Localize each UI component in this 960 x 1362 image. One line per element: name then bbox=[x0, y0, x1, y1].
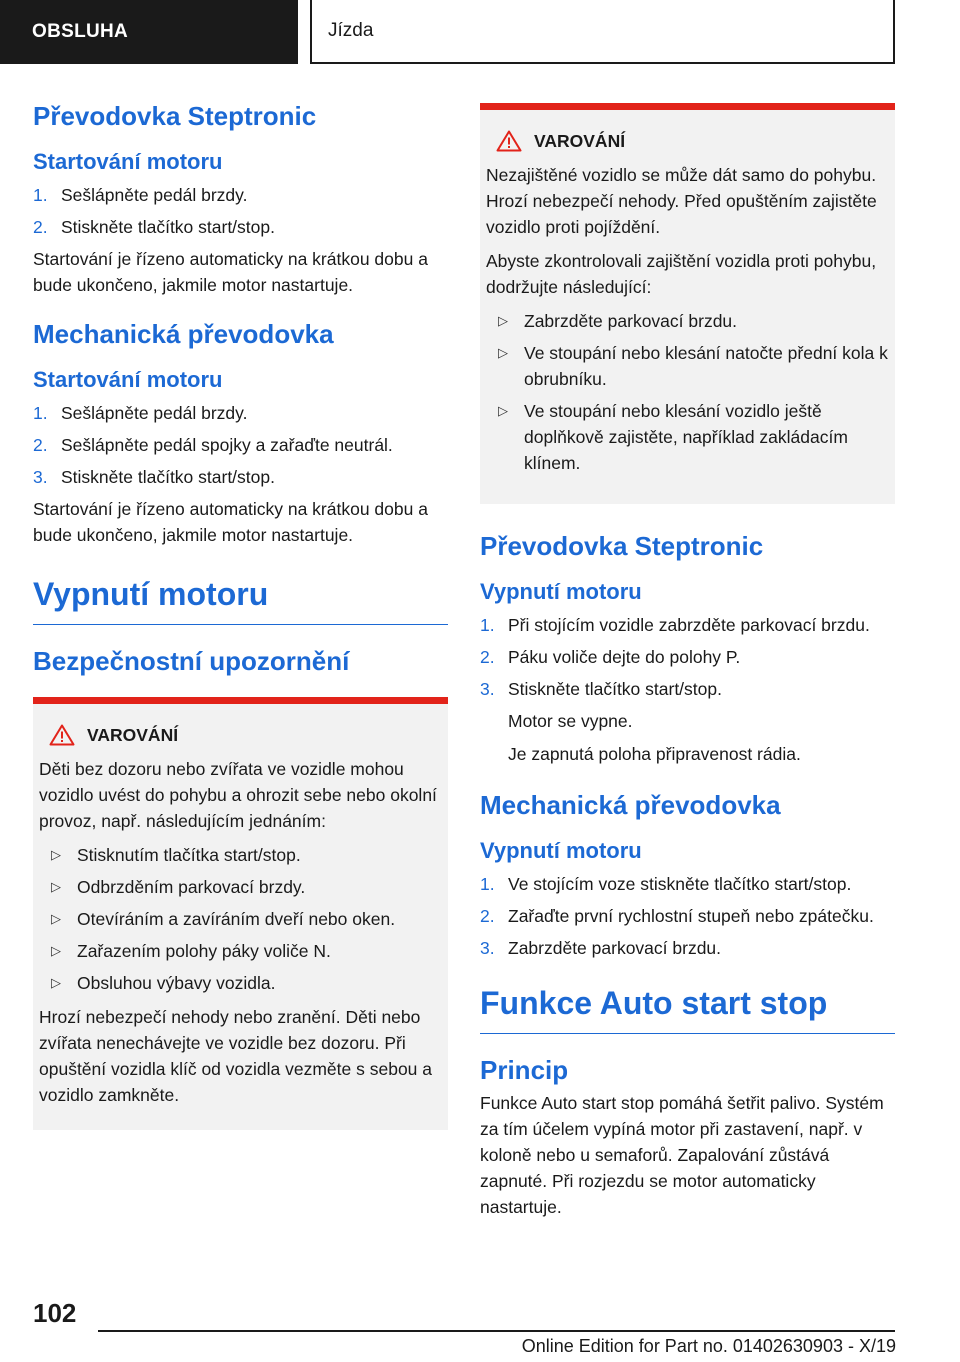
heading-manual: Mechanická převodovka bbox=[33, 319, 334, 349]
step-text: Stiskněte tlačítko start/stop. bbox=[508, 679, 722, 699]
heading-auto-start-stop: Funkce Auto start stop bbox=[480, 983, 895, 1034]
edition-text: Online Edition for Part no. 01402630903 - X/19 bbox=[521, 1336, 896, 1356]
step-text: Páku voliče dejte do polohy P. bbox=[508, 647, 741, 667]
heading-start-engine: Startování motoru bbox=[33, 149, 223, 174]
triangle-bullet-icon: ▷ bbox=[498, 313, 508, 328]
warning-title bbox=[486, 128, 889, 154]
step-number: 2. bbox=[33, 217, 48, 237]
warning-paragraph: Nezajištěné vozidlo se může dát samo do pohybu. Hrozí nebezpečí nehody. Před opuštěním zajistěte vozidlo proti pojíždění. bbox=[486, 165, 877, 237]
list-item bbox=[33, 214, 448, 240]
result-text: Motor se vypne. bbox=[508, 711, 633, 731]
step-number: 2. bbox=[33, 435, 48, 455]
list-item bbox=[480, 676, 895, 702]
warning-bullets bbox=[39, 842, 442, 996]
step-number: 2. bbox=[480, 647, 495, 667]
page-header bbox=[0, 0, 960, 66]
triangle-bullet-icon: ▷ bbox=[51, 943, 61, 958]
warning-label: VAROVÁNÍ bbox=[87, 725, 179, 745]
heading-engine-off: Vypnutí motoru bbox=[33, 574, 448, 625]
chapter-label: Jízda bbox=[310, 0, 895, 64]
warning-intro: Děti bez dozoru nebo zvířata ve vozidle mohou vozidlo uvést do pohybu a ohrozit sebe nebo okolní provoz, např. následujícím jednáním: bbox=[39, 759, 437, 831]
steptronic-start-note: Startování je řízeno automaticky na krátkou dobu a bude ukončeno, jakmile motor nastartuje. bbox=[33, 249, 428, 295]
step-number: 1. bbox=[480, 874, 495, 894]
warning-box bbox=[33, 697, 448, 1130]
manual-off-steps bbox=[480, 871, 895, 961]
step-text: Stiskněte tlačítko start/stop. bbox=[61, 217, 275, 237]
step-number: 1. bbox=[480, 615, 495, 635]
heading-steptronic: Převodovka Steptronic bbox=[33, 101, 317, 131]
list-item: ▷ Zařazením polohy páky voliče N. bbox=[39, 938, 442, 964]
heading-manual: Mechanická převodovka bbox=[480, 790, 781, 820]
list-item bbox=[480, 871, 895, 897]
right-column bbox=[480, 103, 895, 1240]
triangle-bullet-icon: ▷ bbox=[498, 345, 508, 360]
step-number: 3. bbox=[480, 679, 495, 699]
warning-icon bbox=[49, 724, 75, 746]
warning-title bbox=[39, 722, 442, 748]
triangle-bullet-icon: ▷ bbox=[51, 879, 61, 894]
principle-text: Funkce Auto start stop pomáhá šetřit palivo. Systém za tím účelem vypíná motor při zastavení, např. v koloně nebo u semaforů. Zapalování zůstává zapnuté. Při rozjezdu se motor automaticky nastartuje. bbox=[480, 1093, 884, 1217]
warning-icon bbox=[496, 130, 522, 152]
list-item: ▷ Zabrzděte parkovací brzdu. bbox=[486, 308, 889, 334]
step-text: Ve stojícím voze stiskněte tlačítko start/stop. bbox=[508, 874, 852, 894]
step-number: 3. bbox=[33, 467, 48, 487]
step-text: Stiskněte tlačítko start/stop. bbox=[61, 467, 275, 487]
step-text: Zařaďte první rychlostní stupeň nebo zpátečku. bbox=[508, 906, 874, 926]
warning-bullets bbox=[486, 308, 889, 476]
list-item bbox=[33, 464, 448, 490]
steptronic-start-steps bbox=[33, 182, 448, 240]
left-column bbox=[33, 96, 448, 1130]
list-item bbox=[33, 400, 448, 426]
heading-engine-off: Vypnutí motoru bbox=[480, 838, 642, 863]
list-item: ▷ Stisknutím tlačítka start/stop. bbox=[39, 842, 442, 868]
heading-safety: Bezpečnostní upozornění bbox=[33, 646, 350, 676]
step-number: 2. bbox=[480, 906, 495, 926]
triangle-bullet-icon: ▷ bbox=[51, 911, 61, 926]
steptronic-off-steps bbox=[480, 612, 895, 702]
manual-start-note: Startování je řízeno automaticky na krátkou dobu a bude ukončeno, jakmile motor nastartuje. bbox=[33, 499, 428, 545]
footer-divider bbox=[98, 1330, 895, 1332]
result-text: Je zapnutá poloha připravenost rádia. bbox=[508, 744, 801, 764]
heading-engine-off: Vypnutí motoru bbox=[480, 579, 642, 604]
heading-start-engine: Startování motoru bbox=[33, 367, 223, 392]
list-item: ▷ Odbrzděním parkovací brzdy. bbox=[39, 874, 442, 900]
step-text: Sešlápněte pedál spojky a zařaďte neutrál. bbox=[61, 435, 393, 455]
list-item bbox=[480, 903, 895, 929]
manual-start-steps bbox=[33, 400, 448, 490]
page-number: 102 bbox=[33, 1298, 77, 1328]
triangle-bullet-icon: ▷ bbox=[51, 847, 61, 862]
step-text: Zabrzděte parkovací brzdu. bbox=[508, 938, 722, 958]
step-number: 3. bbox=[480, 938, 495, 958]
warning-paragraph: Abyste zkontrolovali zajištění vozidla proti pohybu, dodržujte následující: bbox=[486, 251, 877, 297]
list-item: ▷ Otevíráním a zavíráním dveří nebo oken. bbox=[39, 906, 442, 932]
warning-box bbox=[480, 103, 895, 504]
list-item bbox=[480, 644, 895, 670]
warning-outro: Hrozí nebezpečí nehody nebo zranění. Děti nebo zvířata nenechávejte ve vozidle bez dozoru. Při opuštění vozidla klíč od vozidla vezměte s sebou a vozidlo zamkněte. bbox=[39, 1007, 432, 1105]
list-item bbox=[480, 935, 895, 961]
list-item: ▷ Ve stoupání nebo klesání natočte přední kola k obrubníku. bbox=[486, 340, 889, 392]
list-item bbox=[33, 182, 448, 208]
step-text: Sešlápněte pedál brzdy. bbox=[61, 185, 248, 205]
section-label: OBSLUHA bbox=[0, 0, 298, 64]
list-item bbox=[33, 432, 448, 458]
warning-label: VAROVÁNÍ bbox=[534, 131, 626, 151]
step-number: 1. bbox=[33, 185, 48, 205]
heading-principle: Princip bbox=[480, 1055, 569, 1085]
triangle-bullet-icon: ▷ bbox=[498, 403, 508, 418]
step-number: 1. bbox=[33, 403, 48, 423]
list-item: ▷ Obsluhou výbavy vozidla. bbox=[39, 970, 442, 996]
list-item: ▷ Ve stoupání nebo klesání vozidlo ještě doplňkově zajistěte, například zakládacím klínem. bbox=[486, 398, 889, 476]
list-item bbox=[480, 612, 895, 638]
heading-steptronic: Převodovka Steptronic bbox=[480, 531, 764, 561]
triangle-bullet-icon: ▷ bbox=[51, 975, 61, 990]
step-text: Při stojícím vozidle zabrzděte parkovací brzdu. bbox=[508, 615, 870, 635]
step-text: Sešlápněte pedál brzdy. bbox=[61, 403, 248, 423]
